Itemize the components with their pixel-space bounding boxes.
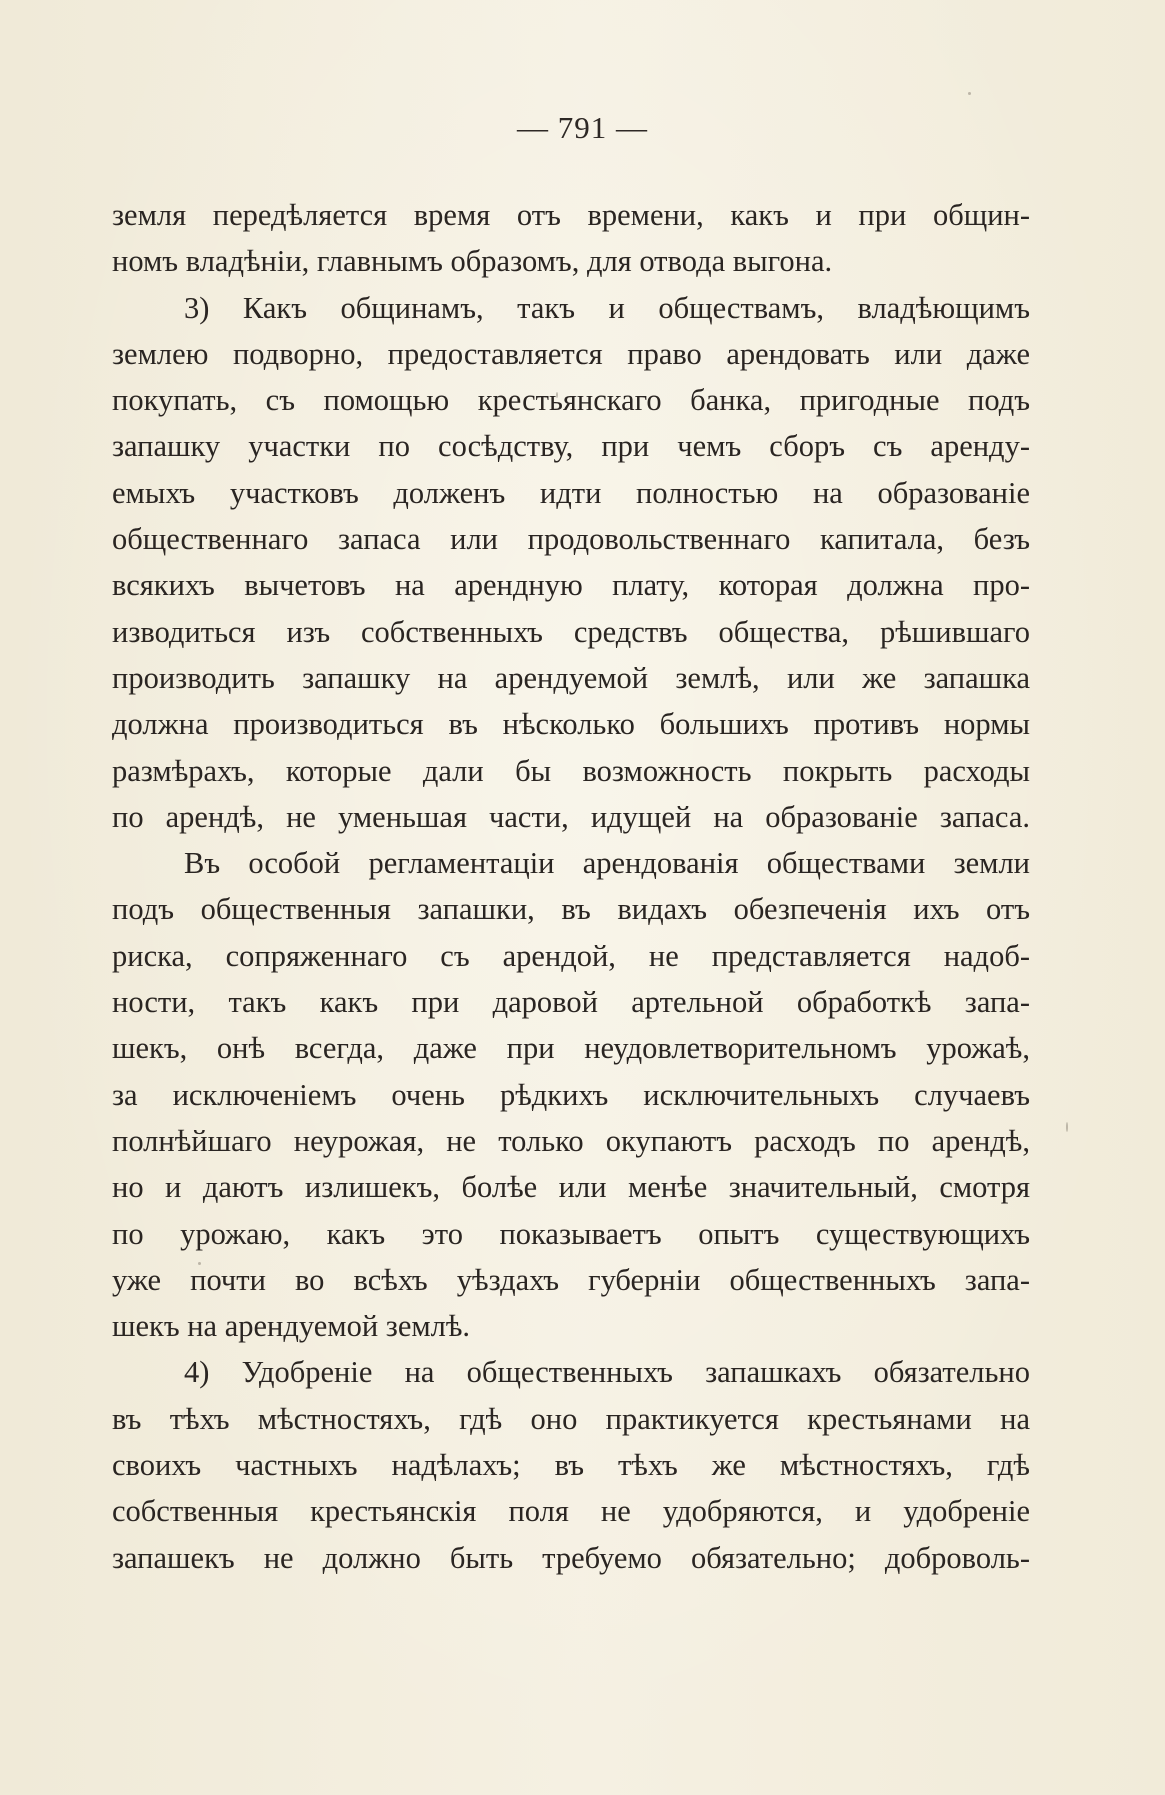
text-line: шекъ, онѣ всегда, даже при неудовлетворительномъ урожаѣ,: [112, 1031, 1030, 1066]
text-line: риска, сопряженнаго съ арендой, не представляется надоб-: [112, 938, 1030, 973]
text-line: запашекъ не должно быть требуемо обязательно; доброволь-: [112, 1540, 1030, 1575]
text-line: въ тѣхъ мѣстностяхъ, гдѣ оно практикуется крестьянами на: [112, 1401, 1030, 1436]
text-line: земля передѣляется время отъ времени, какъ и при общин-: [112, 198, 1030, 232]
text-line: за исключеніемъ очень рѣдкихъ исключительныхъ случаевъ: [112, 1077, 1030, 1112]
text-line: изводиться изъ собственныхъ средствъ общества, рѣшившаго: [112, 614, 1030, 649]
text-line: землею подворно, предоставляется право арендовать или даже: [112, 336, 1030, 371]
text-line: полнѣйшаго неурожая, не только окупаютъ расходъ по арендѣ,: [112, 1123, 1030, 1158]
text-line: своихъ частныхъ надѣлахъ; въ тѣхъ же мѣстностяхъ, гдѣ: [112, 1448, 1030, 1483]
text-line: по урожаю, какъ это показываетъ опытъ существующихъ: [112, 1216, 1030, 1251]
text-line: производить запашку на арендуемой землѣ, или же запашка: [112, 660, 1030, 695]
text-line: ности, такъ какъ при даровой артельной обработкѣ запа-: [112, 985, 1030, 1020]
text-line: емыхъ участковъ долженъ идти полностью на образованіе: [112, 475, 1030, 510]
paragraph-start-line: 3) Какъ общинамъ, такъ и обществамъ, владѣющимъ: [184, 290, 1030, 325]
text-line: собственныя крестьянскія поля не удобряются, и удобреніе: [112, 1494, 1030, 1529]
text-line: но и даютъ излишекъ, болѣе или менѣе значительный, смотря: [112, 1170, 1030, 1205]
text-line: всякихъ вычетовъ на арендную плату, которая должна про-: [112, 568, 1030, 603]
text-body: [112, 192, 1030, 1581]
text-line: должна производиться въ нѣсколько большихъ противъ нормы: [112, 707, 1030, 742]
text-line: покупать, съ помощью крестьянскаго банка, пригодные подъ: [112, 383, 1030, 418]
page-number: — 791 —: [517, 110, 648, 145]
paragraph-start-line: 4) Удобреніе на общественныхъ запашкахъ обязательно: [184, 1355, 1030, 1390]
text-line: подъ общественныя запашки, въ видахъ обезпеченія ихъ отъ: [112, 892, 1030, 927]
text-line: общественнаго запаса или продовольственнаго капитала, безъ: [112, 522, 1030, 557]
text-line: шекъ на арендуемой землѣ.: [112, 1309, 471, 1344]
text-line: по арендѣ, не уменьшая части, идущей на образованіе запаса.: [112, 799, 1030, 834]
text-line: размѣрахъ, которые дали бы возможность покрыть расходы: [112, 753, 1030, 788]
paragraph-start-line: Въ особой регламентаціи арендованія обществами земли: [184, 846, 1030, 881]
text-line: номъ владѣніи, главнымъ образомъ, для отвода выгона.: [112, 244, 833, 279]
text-line: запашку участки по сосѣдству, при чемъ сборъ съ аренду-: [112, 429, 1030, 464]
paper-speck: [968, 92, 971, 95]
text-line: уже почти во всѣхъ уѣздахъ губерніи общественныхъ запа-: [112, 1262, 1030, 1297]
paper-speck: [1066, 1122, 1068, 1132]
